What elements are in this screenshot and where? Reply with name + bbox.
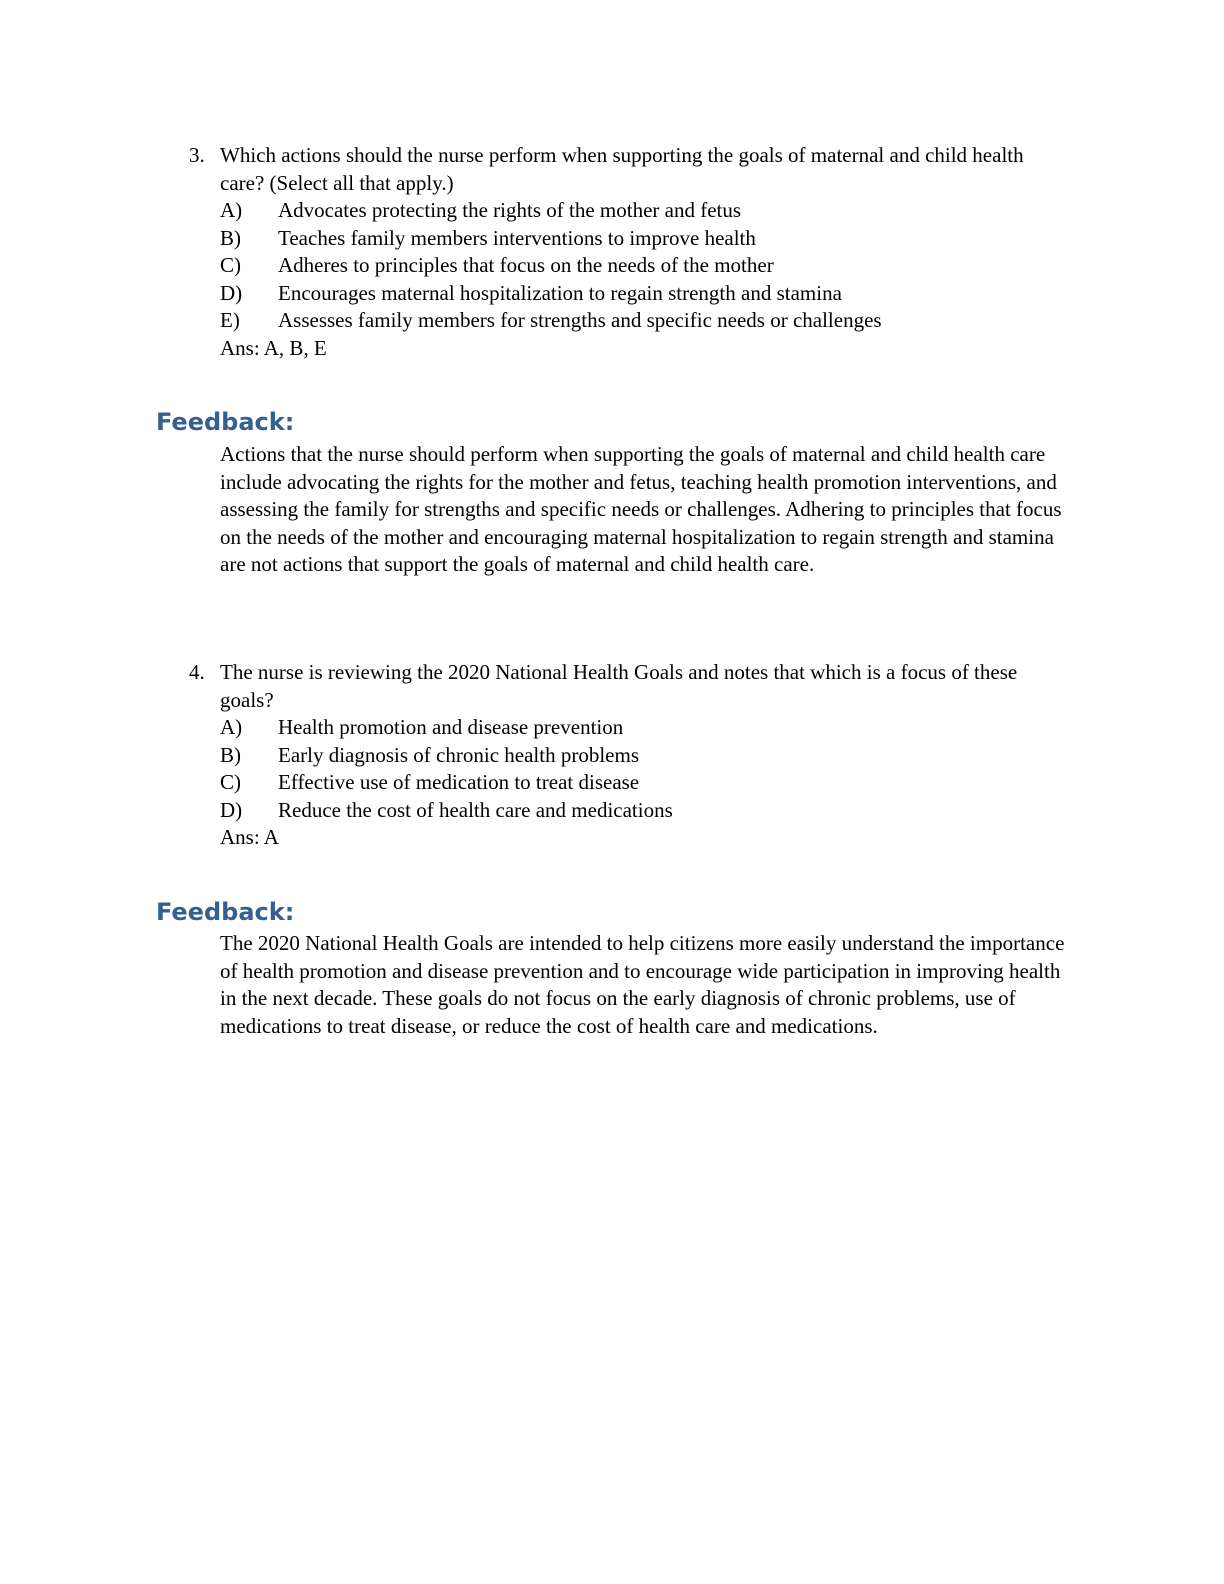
- option-letter: B): [220, 742, 241, 767]
- feedback-heading: Feedback:: [156, 898, 295, 926]
- option-e: [189, 307, 1069, 335]
- question-text: Which actions should the nurse perform when supporting the goals of maternal and child health care? (Select all that apply.): [220, 143, 1024, 195]
- option-c: [189, 769, 1069, 797]
- question-4: [189, 659, 1069, 852]
- option-text: Advocates protecting the rights of the mother and fetus: [278, 198, 742, 222]
- option-d: [189, 797, 1069, 825]
- option-letter: C): [220, 770, 241, 794]
- question-text: The nurse is reviewing the 2020 National Health Goals and notes that which is a focus of these goals?: [220, 660, 1018, 712]
- option-b: [189, 225, 1069, 253]
- option-letter: C): [220, 253, 241, 277]
- option-text: Health promotion and disease prevention: [278, 715, 624, 739]
- option-text: Encourages maternal hospitalization to regain strength and stamina: [278, 280, 842, 305]
- question-3: [189, 142, 1069, 362]
- option-text: Teaches family members interventions to improve health: [278, 225, 756, 250]
- answer-key: Ans: A, B, E: [220, 335, 327, 360]
- option-text: Early diagnosis of chronic health problems: [278, 742, 639, 767]
- option-b: [189, 742, 1069, 770]
- option-text: Effective use of medication to treat disease: [278, 770, 640, 794]
- option-text: Adheres to principles that focus on the needs of the mother: [278, 253, 774, 277]
- feedback-text: Actions that the nurse should perform when supporting the goals of maternal and child health care include advocating the rights for the mother and fetus, teaching health promotion interventions, and assessing the family for strengths and specific needs or challenges. Adhering to principles that focus on the needs of the mother and encouraging maternal hospitalization to regain strength and stamina are not actions that support the goals of maternal and child health care.: [220, 442, 1062, 576]
- option-d: [189, 280, 1069, 308]
- option-letter: B): [220, 225, 241, 250]
- question-number: 3.: [189, 143, 205, 167]
- option-a: [189, 714, 1069, 742]
- question-stem: [189, 142, 1069, 197]
- option-c: [189, 252, 1069, 280]
- option-text: Assesses family members for strengths and specific needs or challenges: [278, 308, 882, 332]
- option-letter: A): [220, 198, 243, 222]
- option-text: Reduce the cost of health care and medications: [278, 797, 673, 822]
- feedback-text: The 2020 National Health Goals are intended to help citizens more easily understand the importance of health promotion and disease prevention and to encourage wide participation in improving health in the next decade. These goals do not focus on the early diagnosis of chronic problems, use of medications to treat disease, or reduce the cost of health care and medications.: [220, 931, 1065, 1038]
- option-letter: D): [220, 280, 243, 305]
- option-a: [189, 197, 1069, 225]
- feedback-heading: Feedback:: [156, 408, 295, 436]
- question-number: 4.: [189, 660, 205, 684]
- question-stem: [189, 659, 1069, 714]
- option-letter: E): [220, 308, 240, 332]
- answer-key: Ans: A: [220, 825, 279, 849]
- option-letter: A): [220, 715, 243, 739]
- option-letter: D): [220, 797, 243, 822]
